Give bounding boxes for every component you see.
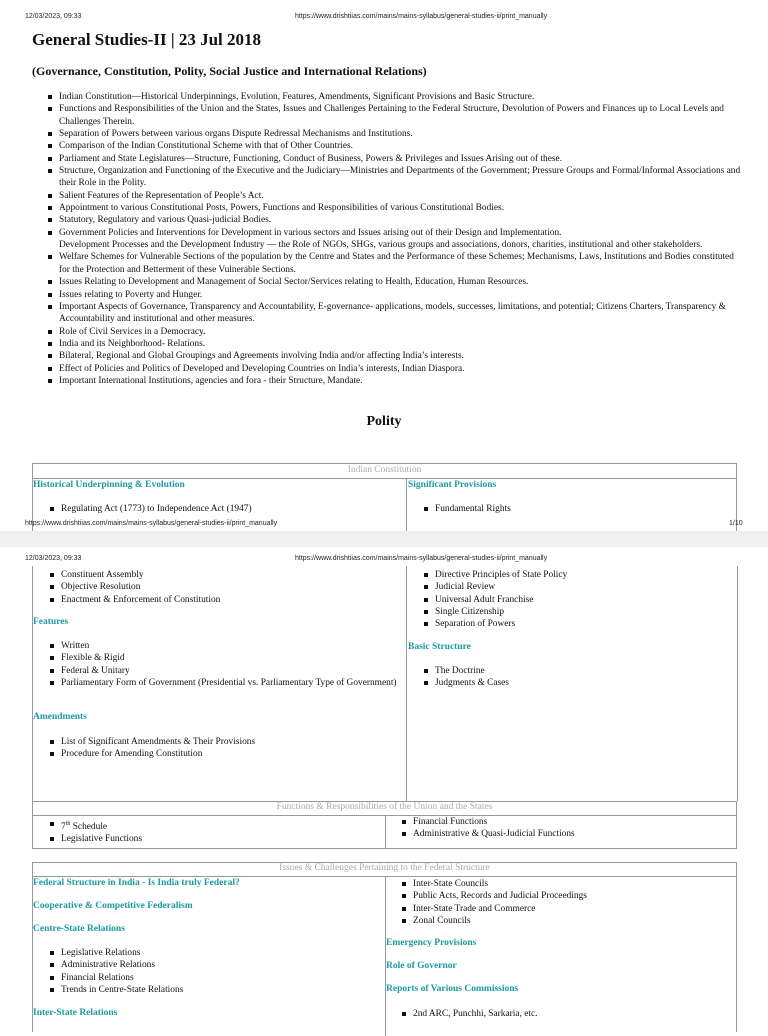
topic-item: Welfare Schemes for Vulnerable Sections of the population by the Centre and States and the Performance of these Schemes; Mechanisms, Laws, Institutions and Bodies constituted for the Protection and Betterment of these Vulnerable Sections. — [46, 251, 746, 276]
page-title: General Studies-II | 23 Jul 2018 — [32, 30, 262, 49]
heading-significant-provisions: Significant Provisions — [408, 480, 497, 490]
schedule-word: Schedule — [70, 822, 108, 833]
table-caption-functions: Functions & Responsibilities of the Union and the States — [276, 802, 493, 812]
topic-item: Important International Institutions, agencies and fora - their Structure, Mandate. — [46, 375, 746, 387]
heading-reports-commissions: Reports of Various Commissions — [386, 984, 519, 994]
topic-item: Issues relating to Poverty and Hunger. — [46, 289, 746, 301]
table-caption-indian-constitution: Indian Constitution — [347, 465, 422, 475]
list-item: Parliamentary Form of Government (Presidential vs. Parliamentary Type of Government) — [49, 677, 399, 689]
list-item: Separation of Powers — [423, 618, 723, 630]
page-subtitle: (Governance, Constitution, Polity, Social Justice and International Relations) — [32, 64, 427, 78]
print-footer-url: https://www.drishtiias.com/mains/mains-syllabus/general-studies-ii/print_manually — [25, 520, 278, 527]
list-item: Trends in Centre-State Relations — [49, 984, 369, 996]
topic-item: Indian Constitution—Historical Underpinnings, Evolution, Features, Amendments, Significant Provisions and Basic Structure. — [46, 91, 746, 103]
list-item: Regulating Act (1773) to Independence Act (1947) — [49, 503, 389, 515]
table-caption-federal-structure: Issues & Challenges Pertaining to the Federal Structure — [279, 863, 490, 873]
column-divider — [385, 876, 386, 1036]
topic-item: Statutory, Regulatory and various Quasi-judicial Bodies. — [46, 214, 746, 226]
significant-provisions-list-continued — [423, 569, 723, 630]
significant-provisions-list — [423, 503, 723, 515]
historical-list-continued — [49, 569, 389, 606]
list-item: Administrative Relations — [49, 959, 369, 971]
list-item: Universal Adult Franchise — [423, 594, 723, 606]
list-item: Fundamental Rights — [423, 503, 723, 515]
heading-centre-state-relations: Centre-State Relations — [33, 924, 125, 934]
amendments-list — [49, 736, 399, 761]
list-item: Federal & Unitary — [49, 665, 399, 677]
list-item: Legislative Functions — [49, 833, 369, 845]
topic-item: Comparison of the Indian Constitutional Scheme with that of Other Countries. — [46, 140, 746, 152]
list-item: Financial Relations — [49, 972, 369, 984]
functions-right-list — [401, 816, 721, 841]
topic-item: Appointment to various Constitutional Posts, Powers, Functions and Responsibilities of various Constitutional Bodies. — [46, 202, 746, 214]
topic-text: Government Policies and Interventions for Development in various sectors and Issues arising out of their Design and Implementation. — [59, 227, 562, 238]
topic-item: Functions and Responsibilities of the Union and the States, Issues and Challenges Pertaining to the Federal Structure, Devolution of Powers and Finances up to Local Levels and Challenges Therein. — [46, 103, 746, 128]
list-item: Objective Resolution — [49, 581, 389, 593]
caption-divider — [32, 478, 737, 479]
topic-item: Parliament and State Legislatures—Structure, Functioning, Conduct of Business, Powers & Privileges and Issues Arising out of these. — [46, 153, 746, 165]
list-item: Judicial Review — [423, 581, 723, 593]
print-footer-page-number: 1/10 — [729, 520, 743, 527]
print-header-datetime: 12/03/2023, 09:33 — [25, 555, 82, 562]
page-break — [0, 531, 768, 547]
print-header-url: https://www.drishtiias.com/mains/mains-syllabus/general-studies-ii/print_manually — [295, 555, 548, 562]
list-item: Legislative Relations — [49, 947, 369, 959]
topic-item — [46, 227, 746, 252]
topic-item: Separation of Powers between various organs Dispute Redressal Mechanisms and Institutions. — [46, 128, 746, 140]
heading-emergency-provisions: Emergency Provisions — [386, 938, 477, 948]
heading-inter-state-relations: Inter-State Relations — [33, 1008, 118, 1018]
topic-item: Issues Relating to Development and Management of Social Sector/Services relating to Health, Education, Human Resources. — [46, 276, 746, 288]
list-item: Directive Principles of State Policy — [423, 569, 723, 581]
heading-historical-underpinning: Historical Underpinning & Evolution — [33, 480, 185, 490]
column-divider — [406, 566, 407, 801]
topic-item: Effect of Policies and Politics of Developed and Developing Countries on India’s interests, Indian Diaspora. — [46, 363, 746, 375]
list-item: Zonal Councils — [401, 915, 721, 927]
heading-federal-structure: Federal Structure in India - Is India truly Federal? — [33, 878, 240, 888]
heading-basic-structure: Basic Structure — [408, 642, 471, 652]
heading-amendments: Amendments — [33, 712, 87, 722]
list-item: Enactment & Enforcement of Constitution — [49, 594, 389, 606]
syllabus-topic-list — [46, 91, 746, 387]
topic-item: Structure, Organization and Functioning of the Executive and the Judiciary—Ministries and Departments of the Government; Pressure Groups and Formal/Informal Associations and their Role in the Polity. — [46, 165, 746, 190]
historical-list — [49, 503, 389, 515]
schedule-ordinal: th — [65, 821, 71, 827]
reports-list — [401, 1008, 721, 1020]
list-item: Public Acts, Records and Judicial Proceedings — [401, 890, 721, 902]
topic-item: Role of Civil Services in a Democracy. — [46, 326, 746, 338]
table-left-border — [32, 566, 33, 801]
heading-features: Features — [33, 617, 69, 627]
list-item: Written — [49, 640, 399, 652]
list-item: Flexible & Rigid — [49, 652, 399, 664]
list-item: Judgments & Cases — [423, 677, 723, 689]
centre-state-list — [49, 947, 369, 996]
list-item: Procedure for Amending Constitution — [49, 748, 399, 760]
topic-item: Salient Features of the Representation of People’s Act. — [46, 190, 746, 202]
list-item: Financial Functions — [401, 816, 721, 828]
list-item: Constituent Assembly — [49, 569, 389, 581]
functions-left-list — [49, 818, 369, 846]
list-item: List of Significant Amendments & Their Provisions — [49, 736, 399, 748]
column-divider — [385, 815, 386, 849]
list-item: Inter-State Councils — [401, 878, 721, 890]
schedule-number: 7 — [61, 822, 66, 833]
heading-role-of-governor: Role of Governor — [386, 961, 457, 971]
features-list — [49, 640, 399, 689]
topic-item: Important Aspects of Governance, Transparency and Accountability, E-governance- applications, models, successes, limitations, and potential; Citizens Charters, Transparency & Accountability and institutional and other measures. — [46, 301, 746, 326]
list-item: Administrative & Quasi-Judicial Functions — [401, 828, 721, 840]
section-title-polity: Polity — [366, 414, 402, 429]
print-header-url: https://www.drishtiias.com/mains/mains-syllabus/general-studies-ii/print_manually — [295, 13, 548, 20]
inter-state-list — [401, 878, 721, 927]
heading-cooperative-federalism: Cooperative & Competitive Federalism — [33, 901, 193, 911]
list-item: The Doctrine — [423, 665, 723, 677]
column-divider — [406, 478, 407, 533]
topic-item: India and its Neighborhood- Relations. — [46, 338, 746, 350]
table-right-border — [737, 566, 738, 801]
list-item: 2nd ARC, Punchhi, Sarkaria, etc. — [401, 1008, 721, 1020]
topic-continuation: Development Processes and the Development Industry — the Role of NGOs, SHGs, various groups and associations, donors, charities, institutional and other stakeholders. — [59, 240, 703, 251]
list-item — [49, 818, 369, 833]
list-item: Inter-State Trade and Commerce — [401, 903, 721, 915]
print-header-datetime: 12/03/2023, 09:33 — [25, 13, 82, 20]
topic-item: Bilateral, Regional and Global Groupings and Agreements involving India and/or affecting India’s interests. — [46, 350, 746, 362]
list-item: Single Citizenship — [423, 606, 723, 618]
basic-structure-list — [423, 665, 723, 690]
